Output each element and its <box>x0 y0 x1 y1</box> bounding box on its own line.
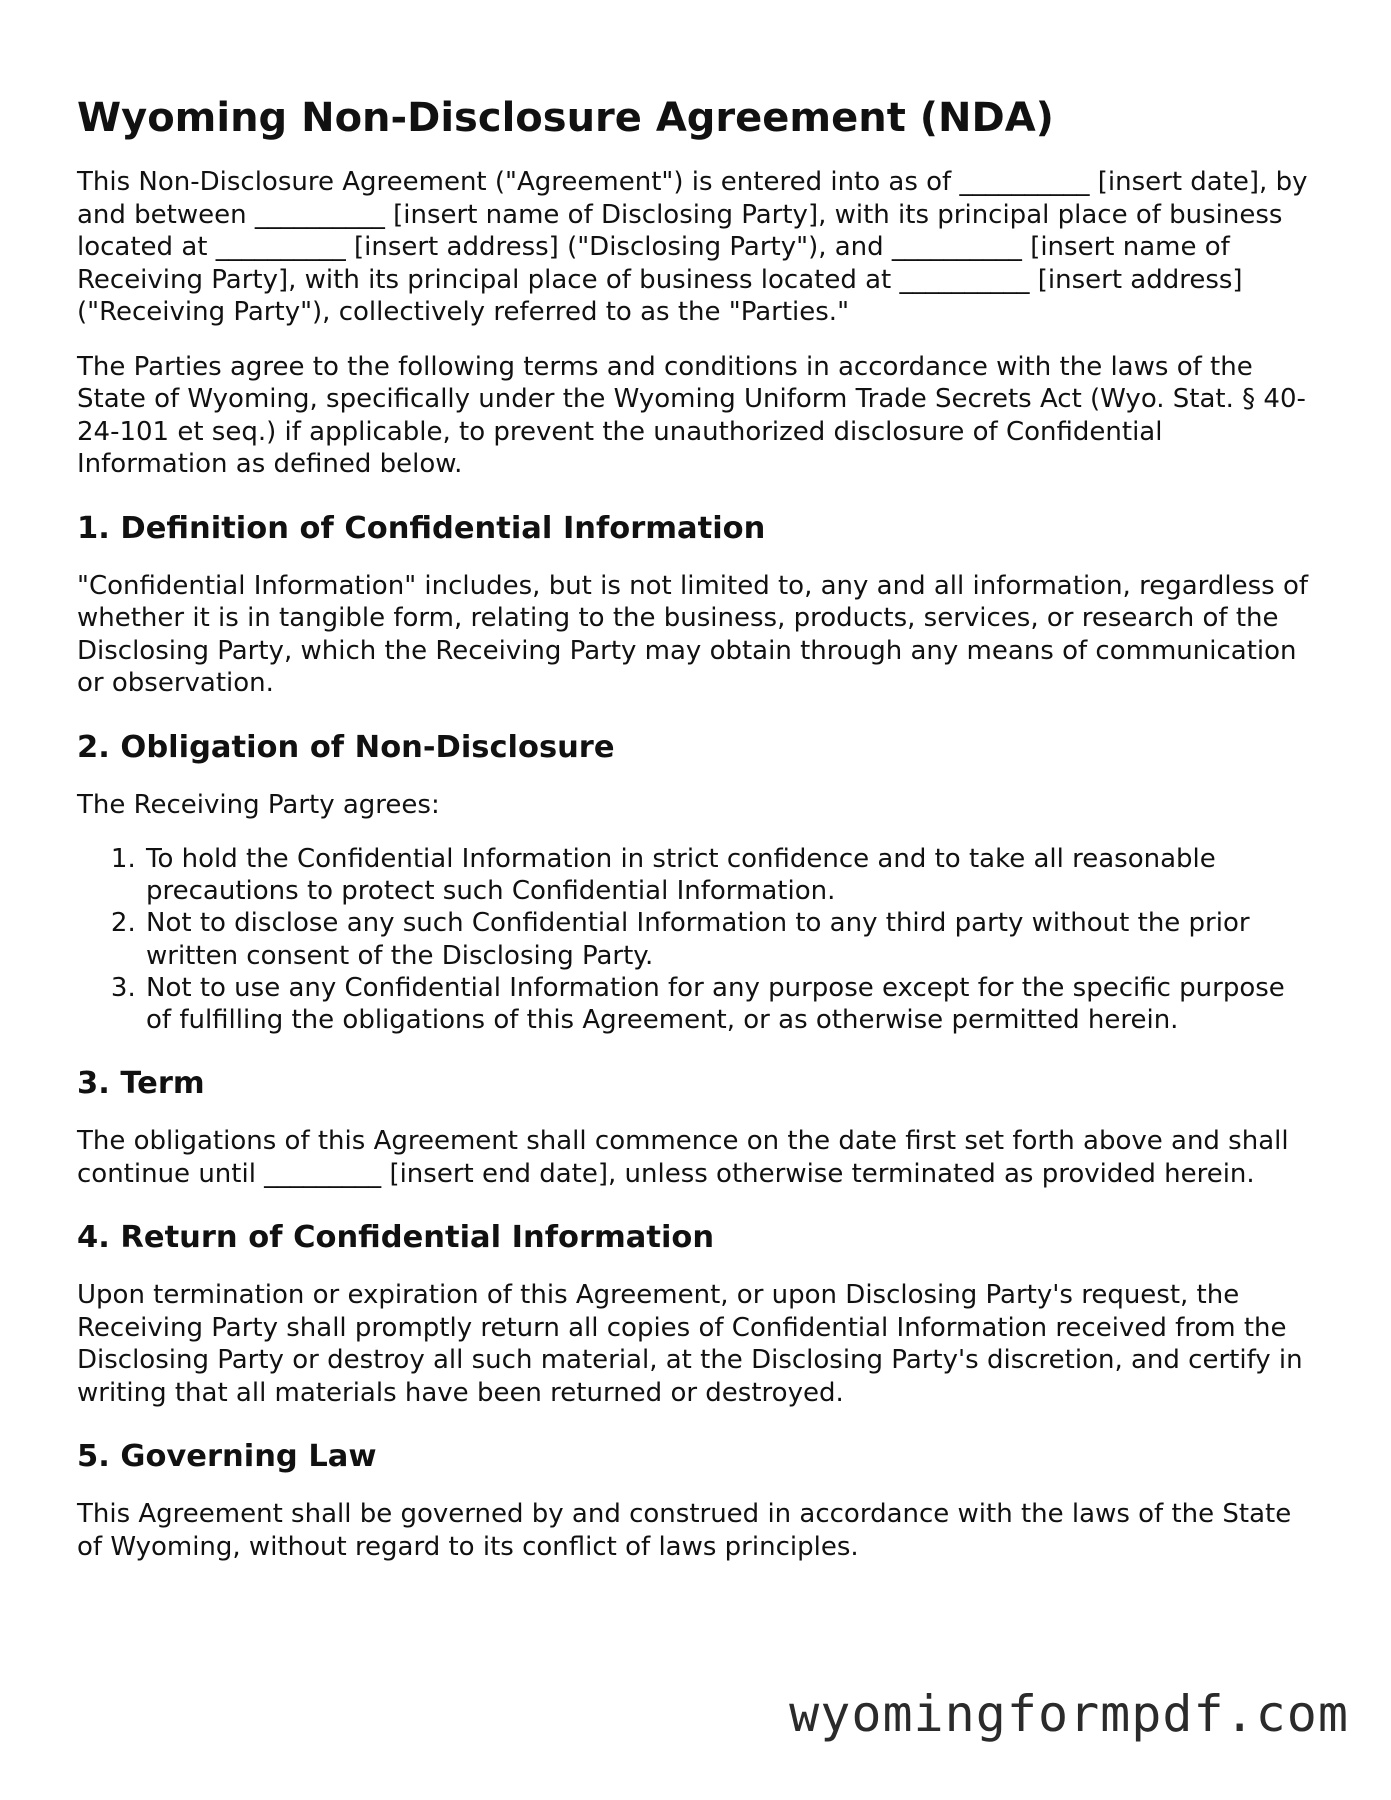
section-heading: 3. Term <box>77 1066 205 1102</box>
list-item: 2. Not to disclose any such Confidential Information to any third party without the prior written consent of the Disclosing Party. <box>144 907 1317 971</box>
watermark: wyomingformpdf.com <box>789 1685 1349 1743</box>
section-heading: 2. Obligation of Non-Disclosure <box>77 729 615 765</box>
document-page <box>77 92 1317 1585</box>
document-title: Wyoming Non-Disclosure Agreement (NDA) <box>77 95 1054 141</box>
section-heading: 1. Definition of Confidential Information <box>77 510 766 546</box>
section-body: The Receiving Party agrees: <box>77 789 440 820</box>
list-item: 3. Not to use any Confidential Information for any purpose except for the specific purpose of fulfilling the obligations of this Agreement, or as otherwise permitted herein. <box>144 972 1317 1036</box>
section-heading: 4. Return of Confidential Information <box>77 1220 715 1256</box>
section-heading: 5. Governing Law <box>77 1439 377 1475</box>
section-body: This Agreement shall be governed by and construed in accordance with the laws of the State of Wyoming, without regard to its conflict of laws principles. <box>77 1499 1292 1562</box>
obligations-list <box>77 843 1317 1036</box>
section-body: Upon termination or expiration of this Agreement, or upon Disclosing Party's request, the Receiving Party shall promptly return all copies of Confidential Information received from the Disclosing Party or destroy all such material, at the Disclosing Party's discretion, and certify in writing that all materials have been returned or destroyed. <box>77 1280 1303 1408</box>
intro-paragraph: The Parties agree to the following terms and conditions in accordance with the laws of the State of Wyoming, specifically under the Wyoming Uniform Trade Secrets Act (Wyo. Stat. § 40-24-101 et seq.) if applicable, to prevent the unauthorized disclosure of Confidential Information as defined below. <box>77 351 1306 479</box>
intro-paragraph: This Non-Disclosure Agreement ("Agreement") is entered into as of __________ [insert date], by and between __________ [insert name of Disclosing Party], with its principal place of business located at __________ [insert address] ("Disclosing Party"), and __________ [insert name of Receiving Party], with its principal place of business located at __________ [insert address] ("Receiving Party"), collectively referred to as the "Parties." <box>77 167 1308 327</box>
list-item: 1. To hold the Confidential Information in strict confidence and to take all reasonable precautions to protect such Confidential Information. <box>144 843 1317 907</box>
section-body: The obligations of this Agreement shall commence on the date first set forth above and shall continue until _________ [insert end date], unless otherwise terminated as provided herein. <box>77 1126 1289 1189</box>
section-body: "Confidential Information" includes, but is not limited to, any and all information, regardless of whether it is in tangible form, relating to the business, products, services, or research of the Disclosing Party, which the Receiving Party may obtain through any means of communication or observation. <box>77 570 1309 698</box>
